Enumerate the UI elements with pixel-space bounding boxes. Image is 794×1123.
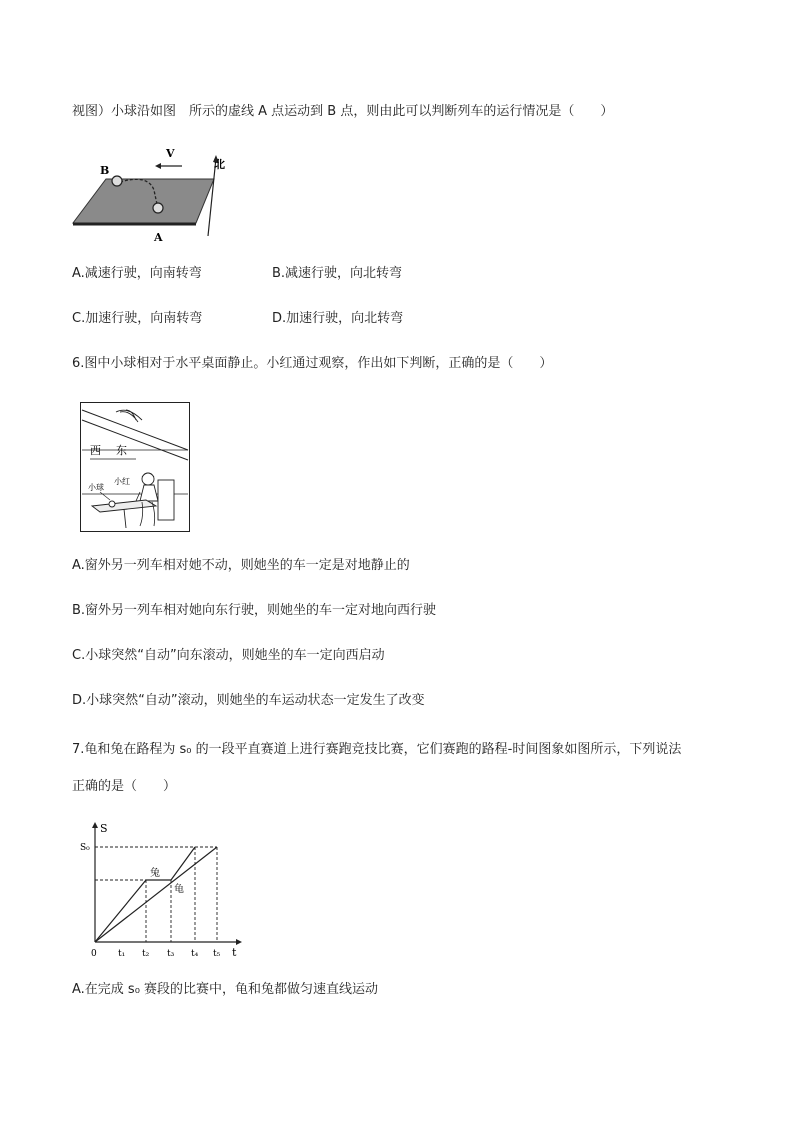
q5-train-figure xyxy=(70,146,232,246)
series-label-tortoise: 龟 xyxy=(174,884,184,895)
q6-option-b: B.窗外另一列车相对她向东行驶，则她坐的车一定对地向西行驶 xyxy=(72,603,437,618)
q6-option-d: D.小球突然“自动”滚动，则她坐的车运动状态一定发生了改变 xyxy=(72,693,425,708)
q5-option-c: C.加速行驶，向南转弯 xyxy=(72,311,203,326)
label-west: 西 xyxy=(90,444,101,457)
q6-stem: 6.图中小球相对于水平桌面静止。小红通过观察，作出如下判断，正确的是（ ） xyxy=(72,356,553,371)
y-axis-arrow xyxy=(92,822,98,828)
x-tick-label: t₂ xyxy=(142,949,150,958)
q5-option-a: A.减速行驶，向南转弯 xyxy=(72,266,202,281)
q7-option-a: A.在完成 s₀ 赛段的比赛中，龟和兔都做匀速直线运动 xyxy=(72,982,379,997)
table-surface xyxy=(73,179,214,223)
series-tortoise xyxy=(95,847,217,942)
seat xyxy=(158,480,174,520)
q7-st-chart xyxy=(78,818,248,958)
label-east: 东 xyxy=(116,444,127,457)
q7-stem-line-1: 7.龟和兔在路程为 s₀ 的一段平直赛道上进行赛跑竞技比赛，它们赛跑的路程-时间图象如图所示，下列说法 xyxy=(72,742,682,757)
label-v: V xyxy=(166,147,175,160)
series-label-rabbit: 兔 xyxy=(150,868,160,879)
label-ball: 小球 xyxy=(88,483,104,492)
ball-on-desk xyxy=(109,501,115,507)
ball-a xyxy=(153,203,163,213)
ball-b xyxy=(112,176,122,186)
x-tick-label: 0 xyxy=(91,949,97,958)
q5-option-b: B.减速行驶，向北转弯 xyxy=(272,266,403,281)
q6-option-c: C.小球突然“自动”向东滚动，则她坐的车一定向西启动 xyxy=(72,648,385,663)
y-tick-label: S₀ xyxy=(80,843,90,853)
x-axis-arrow xyxy=(236,939,242,945)
x-tick-label: t₃ xyxy=(167,949,175,958)
label-b: B xyxy=(100,164,110,177)
x-tick-label: t₅ xyxy=(213,949,221,958)
x-tick-label: t₄ xyxy=(191,949,199,958)
x-axis-label: t xyxy=(232,946,237,958)
q6-option-a: A.窗外另一列车相对她不动，则她坐的车一定是对地静止的 xyxy=(72,558,410,573)
q5-option-d: D.加速行驶，向北转弯 xyxy=(272,311,404,326)
label-north: 北 xyxy=(214,158,225,171)
label-a: A xyxy=(154,231,163,244)
q5-stem-line: 视图）小球沿如图 所示的虚线 A 点运动到 B 点，则由此可以判断列车的运行情况是（ ） xyxy=(72,104,614,119)
velocity-arrowhead xyxy=(155,163,161,169)
x-tick-label: t₁ xyxy=(118,949,126,958)
y-axis-label: S xyxy=(100,822,108,835)
q7-stem-line-2: 正确的是（ ） xyxy=(72,779,177,794)
q6-train-cabin-figure xyxy=(80,402,190,532)
label-girl: 小红 xyxy=(114,477,130,486)
